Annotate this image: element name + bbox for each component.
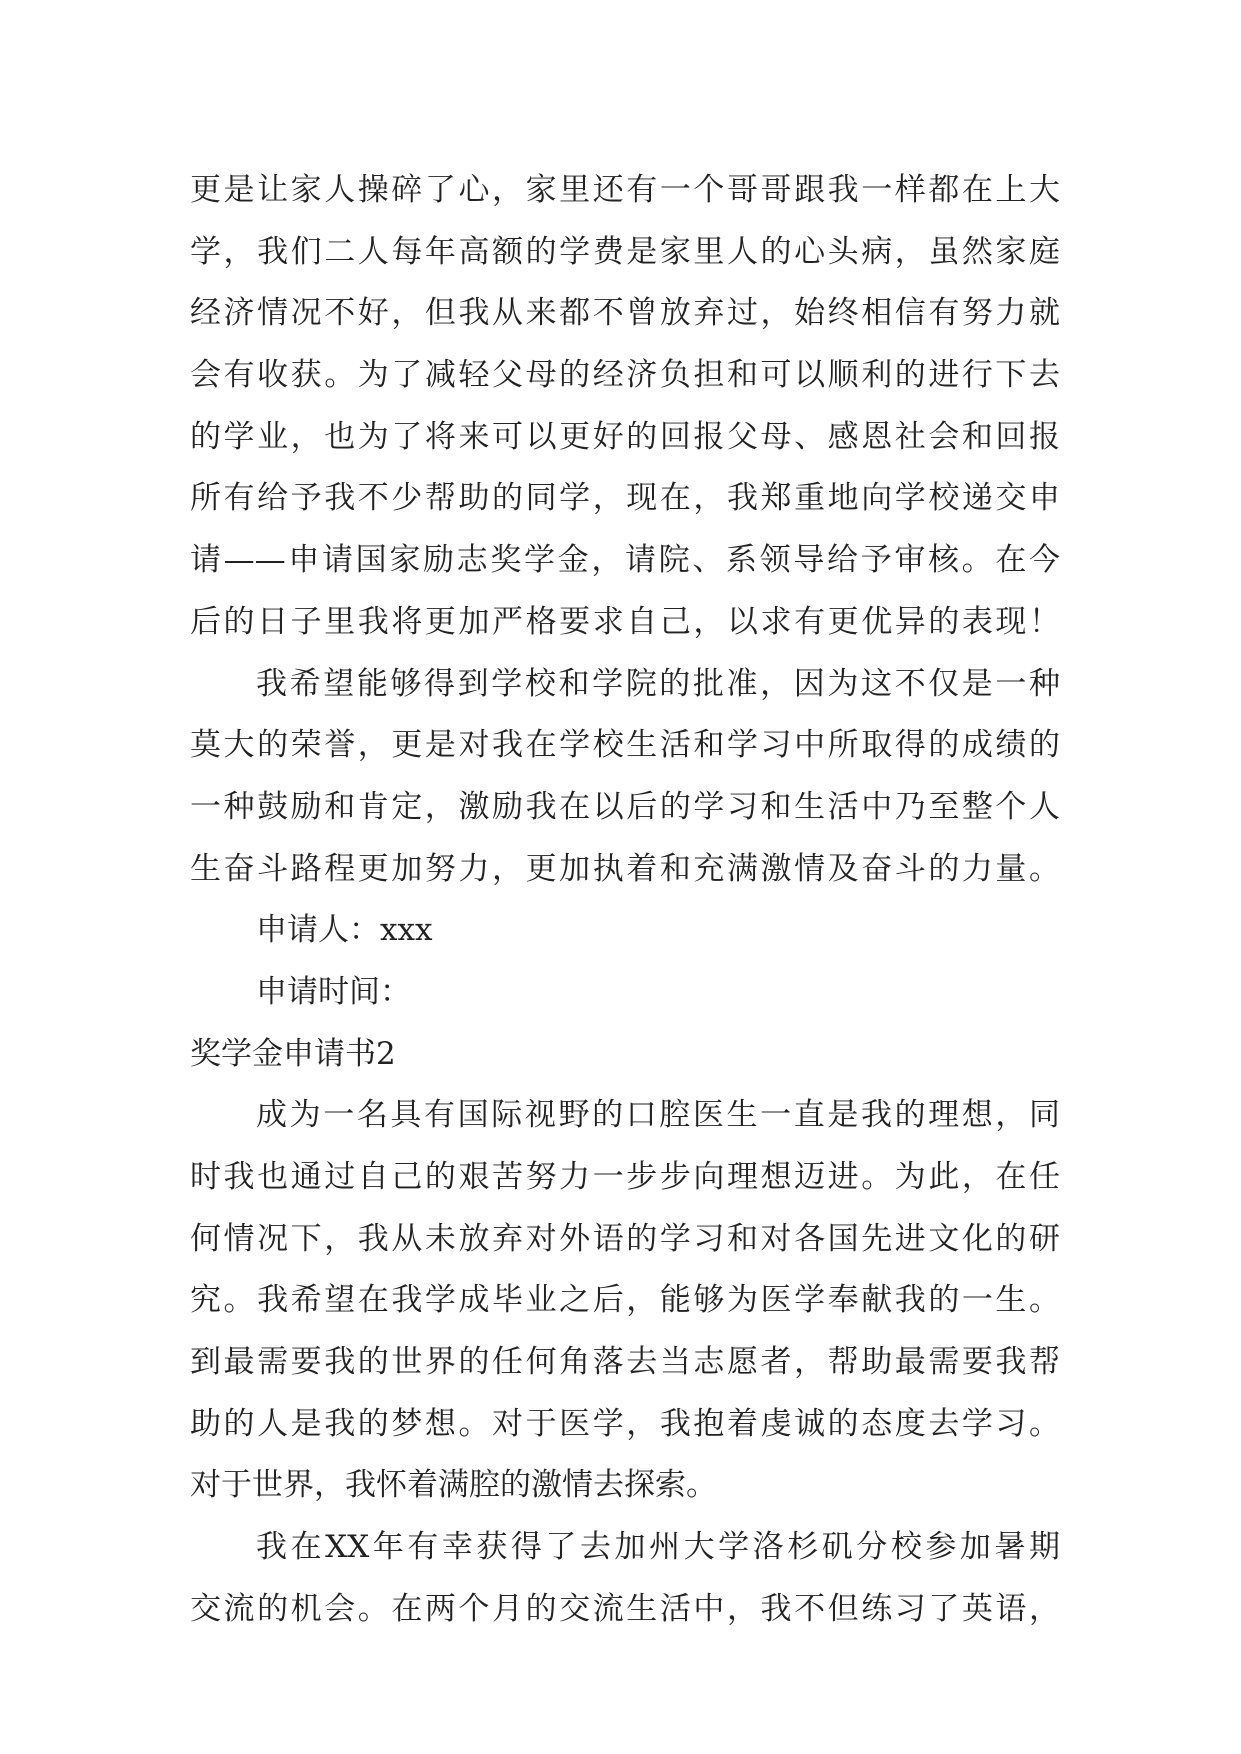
- text-line: 莫大的荣誉，更是对我在学校生活和学习中所取得的成绩的: [190, 727, 1060, 764]
- text-line: 对于世界，我怀着满腔的激情去探索。: [190, 1467, 717, 1504]
- text-line: 奖学金申请书2: [190, 1035, 396, 1072]
- text-line: 交流的机会。在两个月的交流生活中，我不但练习了英语，: [190, 1590, 1060, 1627]
- text-line: 申请时间：: [256, 973, 411, 1010]
- text-line: 生奋斗路程更加努力，更加执着和充满激情及奋斗的力量。: [190, 850, 1060, 887]
- text-line: 助的人是我的梦想。对于医学，我抱着虔诚的态度去学习。: [190, 1405, 1060, 1442]
- text-line: 更是让家人操碎了心，家里还有一个哥哥跟我一样都在上大: [190, 172, 1060, 208]
- text-line: 所有给予我不少帮助的同学，现在，我郑重地向学校递交申: [190, 480, 1060, 517]
- text-line: 我在XX年有幸获得了去加州大学洛杉矶分校参加暑期: [256, 1529, 1060, 1566]
- text-line: 究。我希望在我学成毕业之后，能够为医学奉献我的一生。: [190, 1282, 1060, 1319]
- text-line: 一种鼓励和肯定，激励我在以后的学习和生活中乃至整个人: [190, 788, 1060, 825]
- text-line: 时我也通过自己的艰苦努力一步步向理想迈进。为此，在任: [190, 1159, 1060, 1195]
- text-line: 经济情况不好，但我从来都不曾放弃过，始终相信有努力就: [190, 295, 1060, 332]
- text-line: 的学业，也为了将来可以更好的回报父母、感恩社会和回报: [190, 418, 1060, 455]
- text-line: 我希望能够得到学校和学院的批准，因为这不仅是一种: [256, 665, 1060, 702]
- document-body: [190, 160, 1060, 1641]
- text-line: 成为一名具有国际视野的口腔医生一直是我的理想，同: [256, 1097, 1060, 1134]
- text-line: 请——申请国家励志奖学金，请院、系领导给予审核。在今: [190, 542, 1060, 579]
- text-line: 申请人：xxx: [256, 912, 433, 949]
- text-line: 学，我们二人每年高额的学费是家里人的心头病，虽然家庭: [190, 233, 1060, 270]
- text-line: 会有收获。为了减轻父母的经济负担和可以顺利的进行下去: [190, 357, 1060, 394]
- text-line: 何情况下，我从未放弃对外语的学习和对各国先进文化的研: [190, 1220, 1060, 1257]
- text-line: 后的日子里我将更加严格要求自己，以求有更优异的表现！: [190, 603, 1060, 640]
- text-line: 到最需要我的世界的任何角落去当志愿者，帮助最需要我帮: [190, 1344, 1060, 1381]
